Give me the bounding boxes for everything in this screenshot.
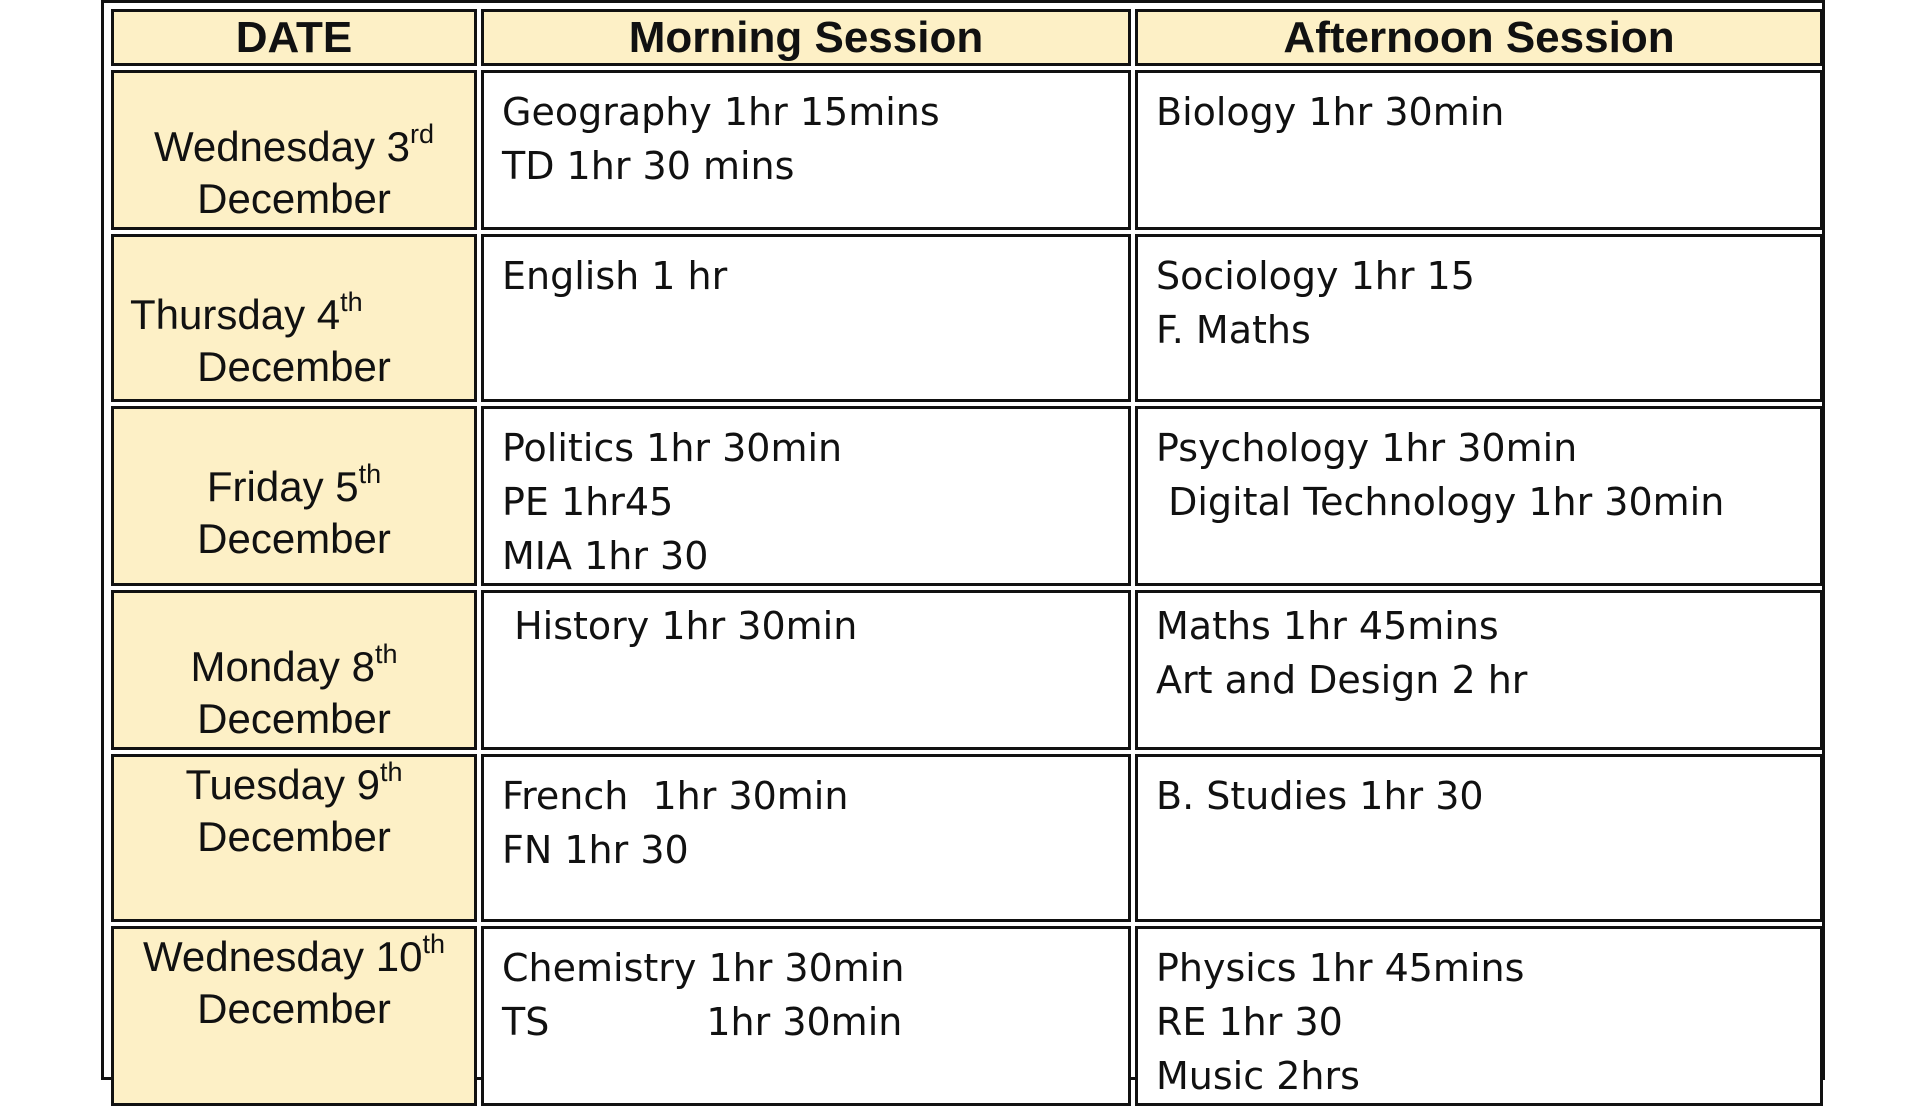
exam-entry: RE 1hr 30 bbox=[1156, 1000, 1343, 1044]
date-month: December bbox=[197, 985, 391, 1032]
exam-entry: Chemistry 1hr 30min bbox=[502, 946, 905, 990]
date-day: Monday 8 bbox=[190, 643, 375, 690]
exam-entry: B. Studies 1hr 30 bbox=[1156, 774, 1484, 818]
date-day: Wednesday 3 bbox=[153, 123, 411, 170]
exam-entry: Politics 1hr 30min bbox=[502, 426, 843, 470]
afternoon-session-cell bbox=[1135, 234, 1823, 402]
afternoon-session-cell bbox=[1135, 590, 1823, 750]
table-row bbox=[111, 754, 1823, 922]
date-cell bbox=[111, 70, 477, 230]
table-row bbox=[111, 406, 1823, 586]
table-row bbox=[111, 590, 1823, 750]
header-afternoon-session: Afternoon Session bbox=[1135, 9, 1823, 66]
date-cell bbox=[111, 754, 477, 922]
exam-entry: Sociology 1hr 15 bbox=[1156, 254, 1475, 298]
table-row bbox=[111, 926, 1823, 1106]
header-morning-session: Morning Session bbox=[481, 9, 1131, 66]
date-month: December bbox=[197, 813, 391, 860]
table-row bbox=[111, 70, 1823, 230]
exam-entry: MIA 1hr 30 bbox=[502, 534, 709, 578]
exam-entry: Art and Design 2 hr bbox=[1156, 658, 1528, 702]
exam-entry: Physics 1hr 45mins bbox=[1156, 946, 1525, 990]
date-day: Friday 5 bbox=[206, 463, 359, 510]
morning-session-cell bbox=[481, 406, 1131, 586]
date-cell bbox=[111, 926, 477, 1106]
date-suffix: th bbox=[380, 757, 403, 787]
exam-entry: French 1hr 30min bbox=[502, 774, 849, 818]
date-cell bbox=[111, 234, 477, 402]
date-day: Thursday 4 bbox=[130, 291, 341, 338]
morning-session-cell bbox=[481, 754, 1131, 922]
exam-timetable bbox=[101, 0, 1825, 1098]
exam-entry: History 1hr 30min bbox=[502, 604, 858, 648]
exam-entry: Digital Technology 1hr 30min bbox=[1156, 480, 1725, 524]
exam-entry: Psychology 1hr 30min bbox=[1156, 426, 1578, 470]
header-date: DATE bbox=[111, 9, 477, 66]
afternoon-session-cell bbox=[1135, 926, 1823, 1106]
date-day: Wednesday 10 bbox=[143, 933, 423, 980]
exam-entry: TD 1hr 30 mins bbox=[502, 144, 795, 188]
exam-entry: FN 1hr 30 bbox=[502, 828, 689, 872]
date-suffix: th bbox=[358, 459, 382, 489]
morning-session-cell bbox=[481, 234, 1131, 402]
header-row bbox=[111, 9, 1823, 66]
date-cell bbox=[111, 590, 477, 750]
afternoon-session-cell bbox=[1135, 70, 1823, 230]
afternoon-session-cell bbox=[1135, 754, 1823, 922]
morning-session-cell bbox=[481, 70, 1131, 230]
date-month: December bbox=[197, 175, 391, 222]
morning-session-cell bbox=[481, 590, 1131, 750]
table-row bbox=[111, 234, 1823, 402]
exam-entry: TS 1hr 30min bbox=[502, 1000, 903, 1044]
date-suffix: th bbox=[422, 929, 445, 959]
date-suffix: rd bbox=[410, 119, 435, 149]
exam-entry: F. Maths bbox=[1156, 308, 1311, 352]
date-day: Tuesday 9 bbox=[185, 761, 381, 808]
date-month: December bbox=[197, 515, 391, 562]
exam-entry: Maths 1hr 45mins bbox=[1156, 604, 1499, 648]
date-suffix: th bbox=[374, 639, 398, 669]
exam-entry: Geography 1hr 15mins bbox=[502, 90, 940, 134]
timetable-table bbox=[107, 5, 1827, 1110]
exam-entry: PE 1hr45 bbox=[502, 480, 674, 524]
afternoon-session-cell bbox=[1135, 406, 1823, 586]
date-month: December bbox=[197, 343, 391, 390]
date-month: December bbox=[197, 695, 391, 742]
exam-entry: English 1 hr bbox=[502, 254, 728, 298]
exam-entry: Music 2hrs bbox=[1156, 1054, 1360, 1098]
morning-session-cell bbox=[481, 926, 1131, 1106]
date-suffix: th bbox=[340, 287, 363, 317]
exam-entry: Biology 1hr 30min bbox=[1156, 90, 1505, 134]
date-cell bbox=[111, 406, 477, 586]
